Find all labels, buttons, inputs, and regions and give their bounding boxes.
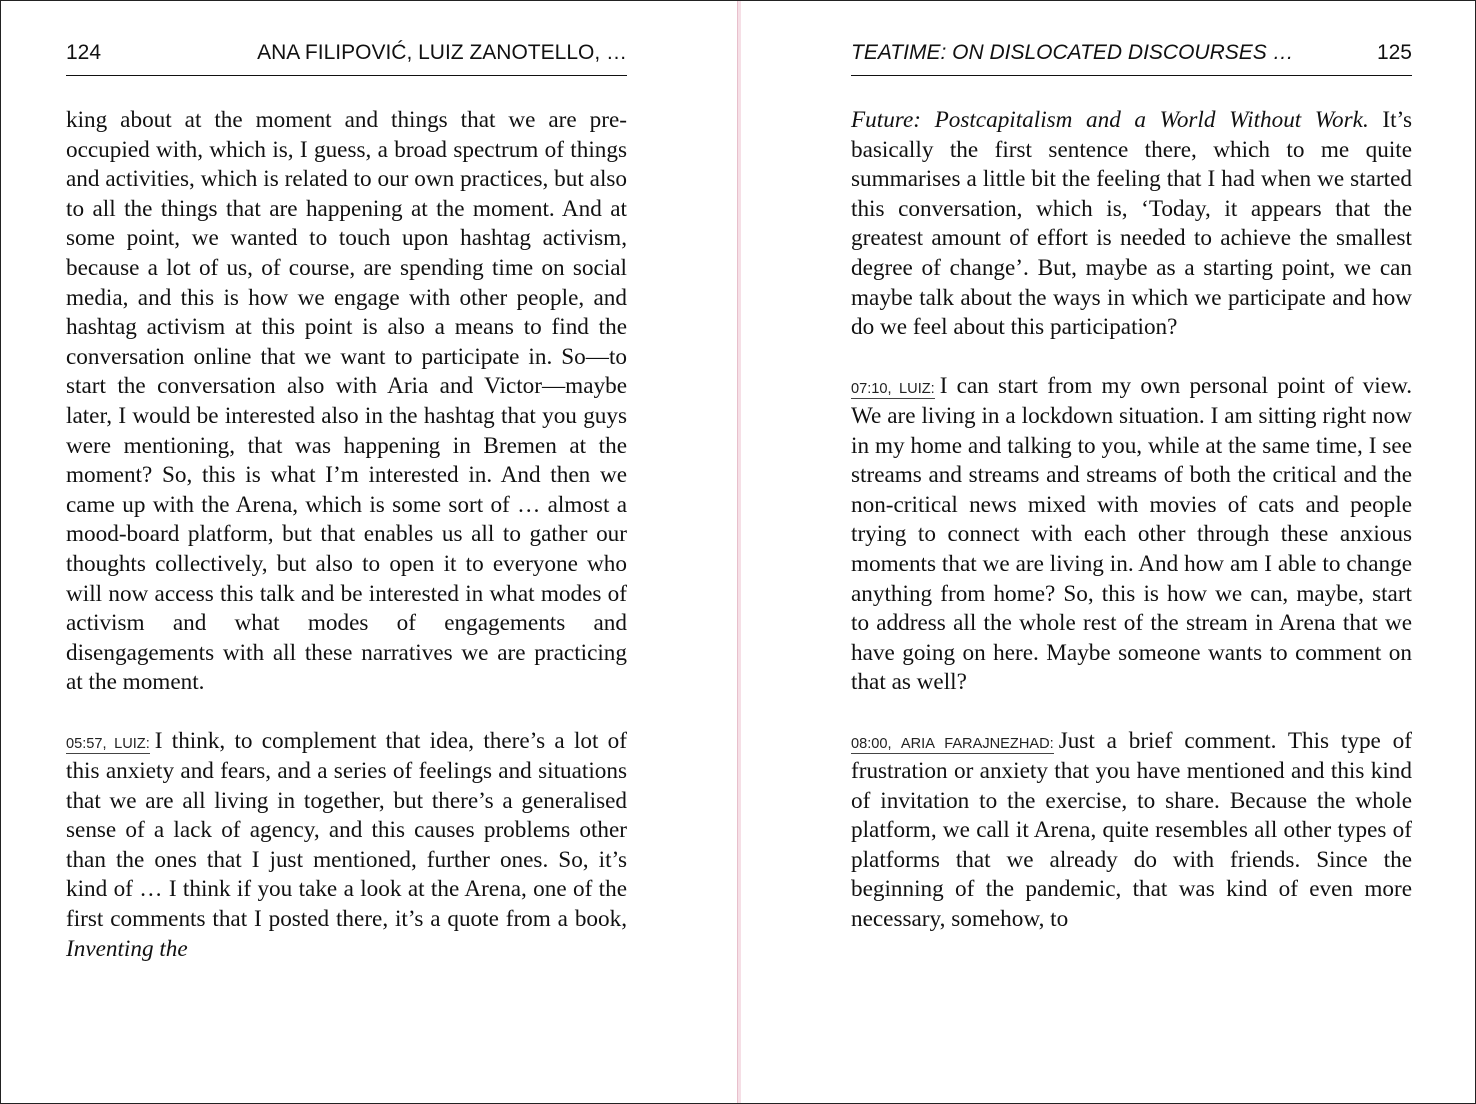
book-title-italic: Inventing the — [66, 935, 188, 962]
right-paragraph-1 — [851, 106, 1412, 343]
left-paragraph-1: king about at the moment and things that we are preoccupied with, which is, I guess, a broad spectrum of things and activities, which is related to our own practices, but also to all the things that are happening at the moment. And at some point, we wanted to touch upon hashtag activism, because a lot of us, of course, are spending time on social media, and this is how we engage with other people, and hashtag activism at this point is also a means to find the conversation online that we want to participate in. So—to start the conversation also with Aria and Victor—maybe later, I would be interested also in the hashtag that you guys were mentioning, that was happening in Bremen at the moment? So, this is what I’m interested in. And then we came up with the Arena, which is some sort of … almost a mood-board platform, but that enables us all to gather our thoughts collectively, but also to open it to everyone who will now access this talk and be interested in what modes of activism and what modes of engagements and disengagements with all these narratives we are practicing at the moment. — [66, 107, 627, 696]
left-running-head: ANA FILIPOVIĆ, LUIZ ZANOTELLO, … — [257, 41, 627, 64]
left-page-body — [66, 106, 627, 964]
book-title-italic: Future: Postcapitalism and a World Without Work. — [851, 107, 1369, 133]
left-paragraph-2 — [66, 727, 627, 964]
left-running-header — [66, 39, 627, 76]
speaker-label: 05:57, LUIZ: — [66, 736, 150, 753]
book-gutter — [737, 1, 741, 1104]
right-running-head: TEATIME: ON DISLOCATED DISCOURSES … — [851, 41, 1294, 64]
right-page-body — [851, 106, 1412, 935]
paragraph-text: I think, to complement that idea, there’s a lot of this anxiety and fears, and a series of feelings and situations that we are all living in together, but there’s a generalised sense of a lack of agency, and this causes problems other than the ones that I just mentioned, further ones. So, it’s kind of … I think if you take a look at the Arena, one of the first comments that I posted there, it’s a quote from a book, — [66, 728, 627, 933]
right-page-number: 125 — [1376, 41, 1412, 64]
paragraph-text: It’s basically the first sentence there, which to me quite summarises a little bit the feeling that I had when we started this conversation, which is, ‘Today, it appears that the greatest amount of effort is needed to achieve the smallest degree of change’. But, maybe as a starting point, we can maybe talk about the ways in which we participate and how do we feel about this participation? — [851, 107, 1413, 341]
speaker-label: 08:00, ARIA FARAJNEZHAD: — [851, 736, 1054, 753]
paragraph-text: I can start from my own personal point of view. We are living in a lockdown situation. I am sitting right now in my home and talking to you, while at the same time, I see streams and streams and streams of both the critical and the non-critical news mixed with movies of cats and people trying to connect with each other through these anxious moments that we are living in. And how am I able to change anything from home? So, this is how we can, maybe, start to address all the whole rest of the stream in Arena that we have going on here. Maybe someone wants to comment on that as well? — [851, 373, 1412, 696]
left-page-number: 124 — [66, 41, 102, 64]
right-paragraph-3 — [851, 727, 1412, 934]
paragraph-text: Just a brief comment. This type of frustration or anxiety that you have mentioned and this kind of invitation to the exercise, to share. Because the whole platform, we call it Arena, quite resembles all other types of platforms that we already do with friends. Since the beginning of the pandemic, that was kind of even more necessary, somehow, to — [851, 728, 1412, 933]
right-paragraph-2 — [851, 372, 1412, 698]
speaker-label: 07:10, LUIZ: — [851, 381, 935, 398]
right-running-header — [851, 39, 1412, 76]
